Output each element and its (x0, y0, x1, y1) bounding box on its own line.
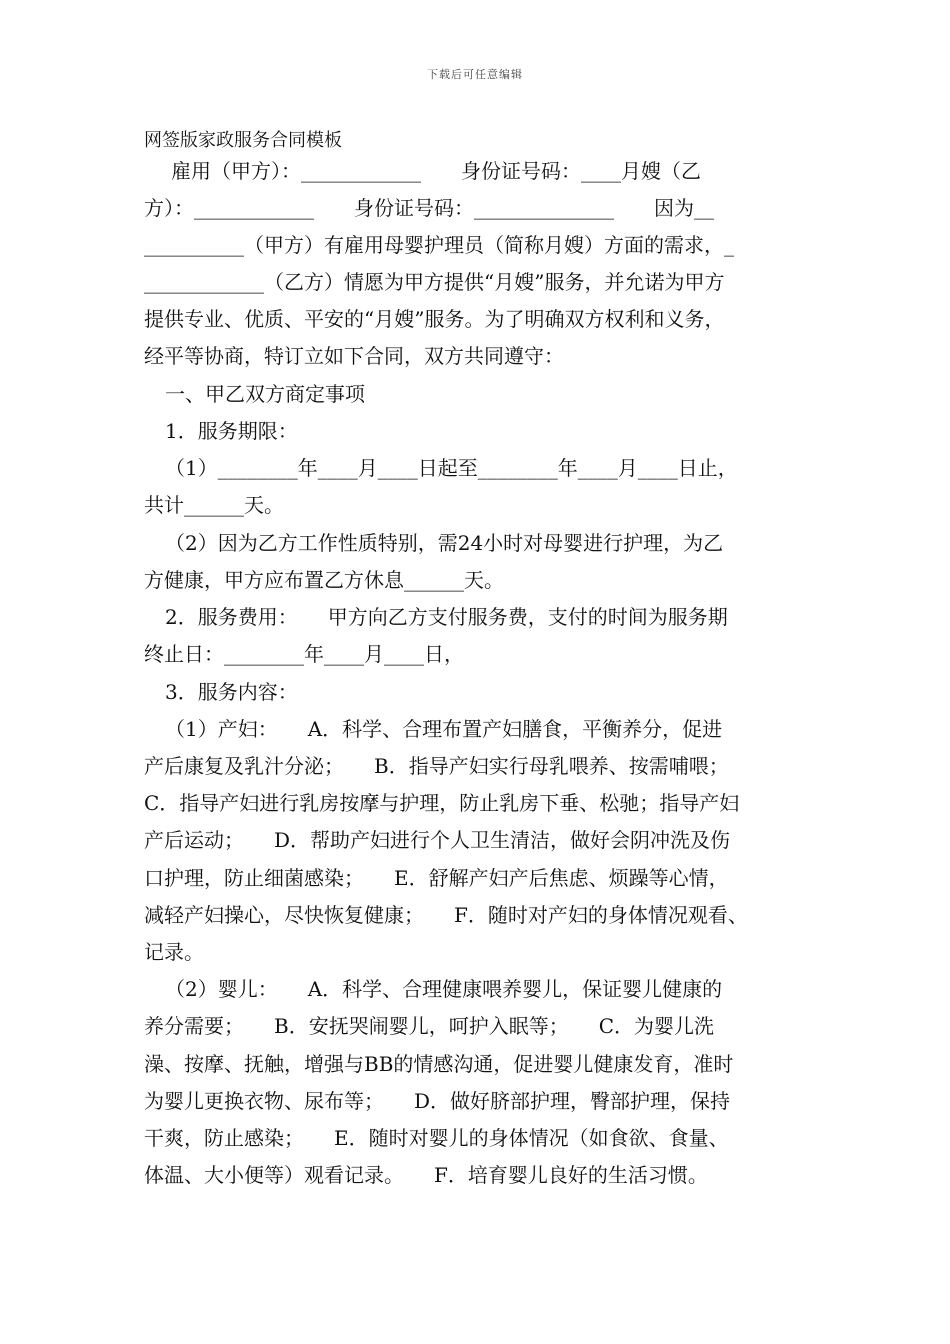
body-line: 方）：____________ 身份证号码：______________ 因为__ (144, 196, 714, 220)
body-line: 口护理，防止细菌感染； E．舒解产妇产后焦虑、烦躁等心情， (144, 866, 729, 890)
body-line: （2）婴儿： A．科学、合理健康喂养婴儿，保证婴儿健康的 (165, 977, 723, 1001)
body-line: （1）________年____月____日起至________年____月____日止， (165, 456, 738, 480)
body-line: 方健康，甲方应布置乙方休息______天。 (144, 568, 504, 592)
body-line: 提供专业、优质、平安的“月嫂”服务。为了明确双方权利和义务， (144, 307, 725, 331)
body-line: （2）因为乙方工作性质特别，需24小时对母婴进行护理，为乙 (165, 531, 724, 555)
body-line: ____________（乙方）情愿为甲方提供“月嫂”服务，并允诺为甲方 (144, 270, 725, 294)
body-line: 减轻产妇操心，尽快恢复健康； F．随时对产妇的身体情况观看、 (144, 903, 748, 927)
body-line: 产后运动； D．帮助产妇进行个人卫生清洁，做好会阴冲洗及伤 (144, 828, 731, 852)
section-heading: 一、甲乙双方商定事项 (165, 382, 365, 406)
body-line: 为婴儿更换衣物、尿布等； D．做好脐部护理，臀部护理，保持 (144, 1089, 731, 1113)
body-line: C．指导产妇进行乳房按摩与护理，防止乳房下垂、松驰；指导产妇 (144, 791, 740, 815)
document-title: 网签版家政服务合同模板 (144, 130, 342, 151)
body-line: （1）产妇： A．科学、合理布置产妇膳食，平衡养分，促进 (165, 717, 723, 741)
body-line: 澡、按摩、抚触，增强与BB的情感沟通，促进婴儿健康发育，准时 (144, 1052, 734, 1076)
page-header: 下载后可任意编辑 (427, 68, 523, 81)
body-line: 产后康复及乳汁分泌； B．指导产妇实行母乳喂养、按需哺喂； (144, 754, 729, 778)
body-line: 共计______天。 (144, 493, 284, 517)
body-line: 2．服务费用： 甲方向乙方支付服务费，支付的时间为服务期 (165, 605, 728, 629)
body-line: 记录。 (144, 940, 204, 964)
body-line: __________（甲方）有雇用母婴护理员（简称月嫂）方面的需求，_ (144, 233, 734, 257)
body-line: 经平等协商，特订立如下合同，双方共同遵守： (144, 344, 564, 368)
body-line: 干爽，防止感染； E．随时对婴儿的身体情况（如食欲、食量、 (144, 1126, 729, 1150)
body-line: 终止日：________年____月____日， (144, 642, 464, 666)
body-line: 体温、大小便等）观看记录。 F．培育婴儿良好的生活习惯。 (144, 1163, 708, 1187)
subsection-heading: 1．服务期限： (165, 419, 298, 443)
body-line: 养分需要； B．安抚哭闹婴儿，呵护入眠等； C．为婴儿洗 (144, 1014, 714, 1038)
subsection-heading: 3．服务内容： (165, 680, 298, 704)
body-line: 雇用（甲方）：____________ 身份证号码：____月嫂（乙 (171, 159, 701, 183)
